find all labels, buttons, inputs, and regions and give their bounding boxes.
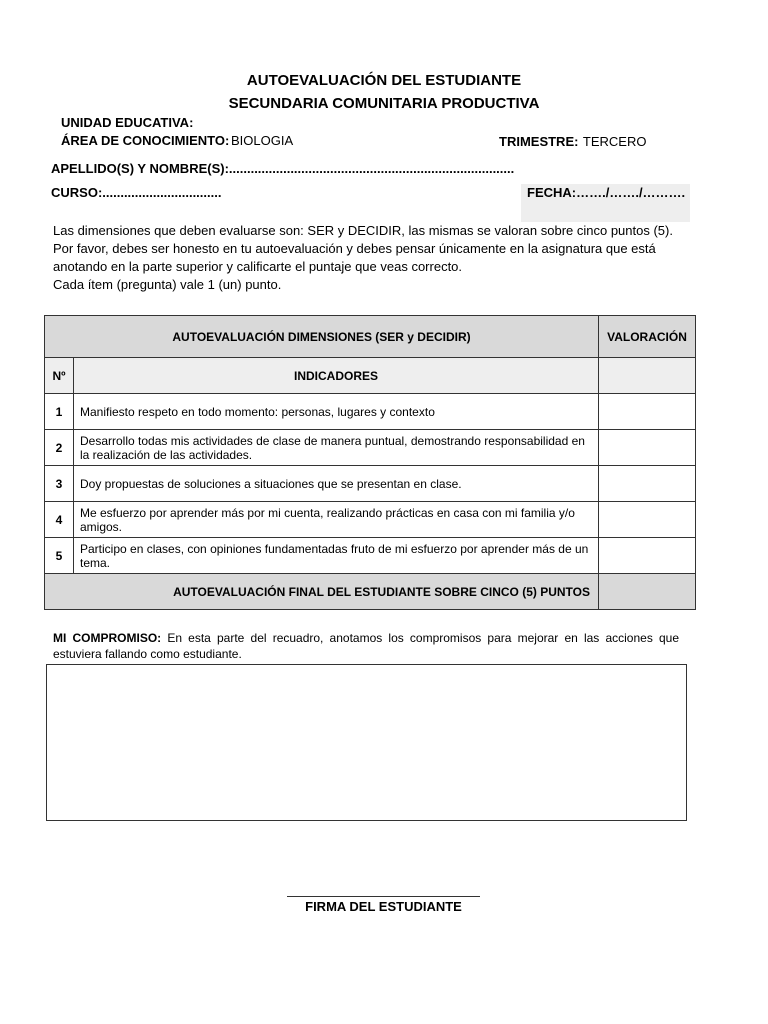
row-number: 3 <box>45 466 74 502</box>
unidad-educativa-label: UNIDAD EDUCATIVA: <box>61 115 194 130</box>
evaluation-table <box>44 315 696 610</box>
valoracion-cell[interactable] <box>599 430 696 466</box>
fecha-field: FECHA:……./……./………. <box>527 185 686 200</box>
valoracion-cell[interactable] <box>599 502 696 538</box>
valoracion-empty <box>599 358 696 394</box>
indicator-text: Participo en clases, con opiniones fundamentadas fruto de mi esfuerzo por aprender más de un tema. <box>74 538 599 574</box>
intro-line: anotando en la parte superior y calificarte el puntaje que veas correcto. <box>53 259 463 274</box>
table-row <box>45 394 696 430</box>
indicator-text: Doy propuestas de soluciones a situaciones que se presentan en clase. <box>74 466 599 502</box>
compromiso-label: MI COMPROMISO: <box>53 631 162 645</box>
table-row <box>45 538 696 574</box>
indicadores-header-row <box>45 358 696 394</box>
document-title: AUTOEVALUACIÓN DEL ESTUDIANTE <box>246 72 522 89</box>
indicator-text: Me esfuerzo por aprender más por mi cuenta, realizando prácticas en casa con mi familia y/o amigos. <box>74 502 599 538</box>
row-number: 2 <box>45 430 74 466</box>
intro-line: Por favor, debes ser honesto en tu autoevaluación y debes pensar únicamente en la asignatura que está <box>53 241 656 256</box>
row-number: 1 <box>45 394 74 430</box>
valoracion-header: VALORACIÓN <box>599 316 696 358</box>
dimensiones-header: AUTOEVALUACIÓN DIMENSIONES (SER y DECIDIR) <box>45 316 599 358</box>
document-subtitle: SECUNDARIA COMUNITARIA PRODUCTIVA <box>228 95 540 112</box>
table-row <box>45 502 696 538</box>
final-score-cell[interactable] <box>599 574 696 610</box>
row-number: 4 <box>45 502 74 538</box>
indicator-text: Desarrollo todas mis actividades de clase de manera puntual, demostrando responsabilidad en la realización de las actividades. <box>74 430 599 466</box>
num-header: Nº <box>45 358 74 394</box>
valoracion-cell[interactable] <box>599 466 696 502</box>
valoracion-cell[interactable] <box>599 538 696 574</box>
compromiso-text <box>53 630 679 662</box>
table-header-row <box>45 316 696 358</box>
final-score-row <box>45 574 696 610</box>
table-row <box>45 466 696 502</box>
signature-label: FIRMA DEL ESTUDIANTE <box>305 899 462 914</box>
signature-line <box>287 896 480 897</box>
final-score-label: AUTOEVALUACIÓN FINAL DEL ESTUDIANTE SOBRE CINCO (5) PUNTOS <box>45 574 599 610</box>
curso-field: CURSO:................................. <box>51 185 222 200</box>
intro-text <box>53 222 733 294</box>
trimestre-label: TRIMESTRE: <box>499 134 579 149</box>
indicator-text: Manifiesto respeto en todo momento: personas, lugares y contexto <box>74 394 599 430</box>
trimestre-field <box>499 133 646 151</box>
row-number: 5 <box>45 538 74 574</box>
table-row <box>45 430 696 466</box>
trimestre-value: TERCERO <box>582 134 647 149</box>
intro-line: Cada ítem (pregunta) vale 1 (un) punto. <box>53 277 282 292</box>
compromiso-description: En esta parte del recuadro, anotamos los compromisos para mejorar en las acciones que estuviera fallando como estudiante. <box>53 631 679 661</box>
valoracion-cell[interactable] <box>599 394 696 430</box>
area-label: ÁREA DE CONOCIMIENTO: <box>61 133 230 148</box>
apellido-nombre-field: APELLIDO(S) Y NOMBRE(S):............................................................................... <box>51 161 515 176</box>
intro-line: Las dimensiones que deben evaluarse son: SER y DECIDIR, las mismas se valoran sobre cinco puntos (5). <box>53 223 673 238</box>
area-value: BIOLOGIA <box>231 133 294 148</box>
compromiso-box[interactable] <box>46 664 687 821</box>
indicadores-header: INDICADORES <box>74 358 599 394</box>
